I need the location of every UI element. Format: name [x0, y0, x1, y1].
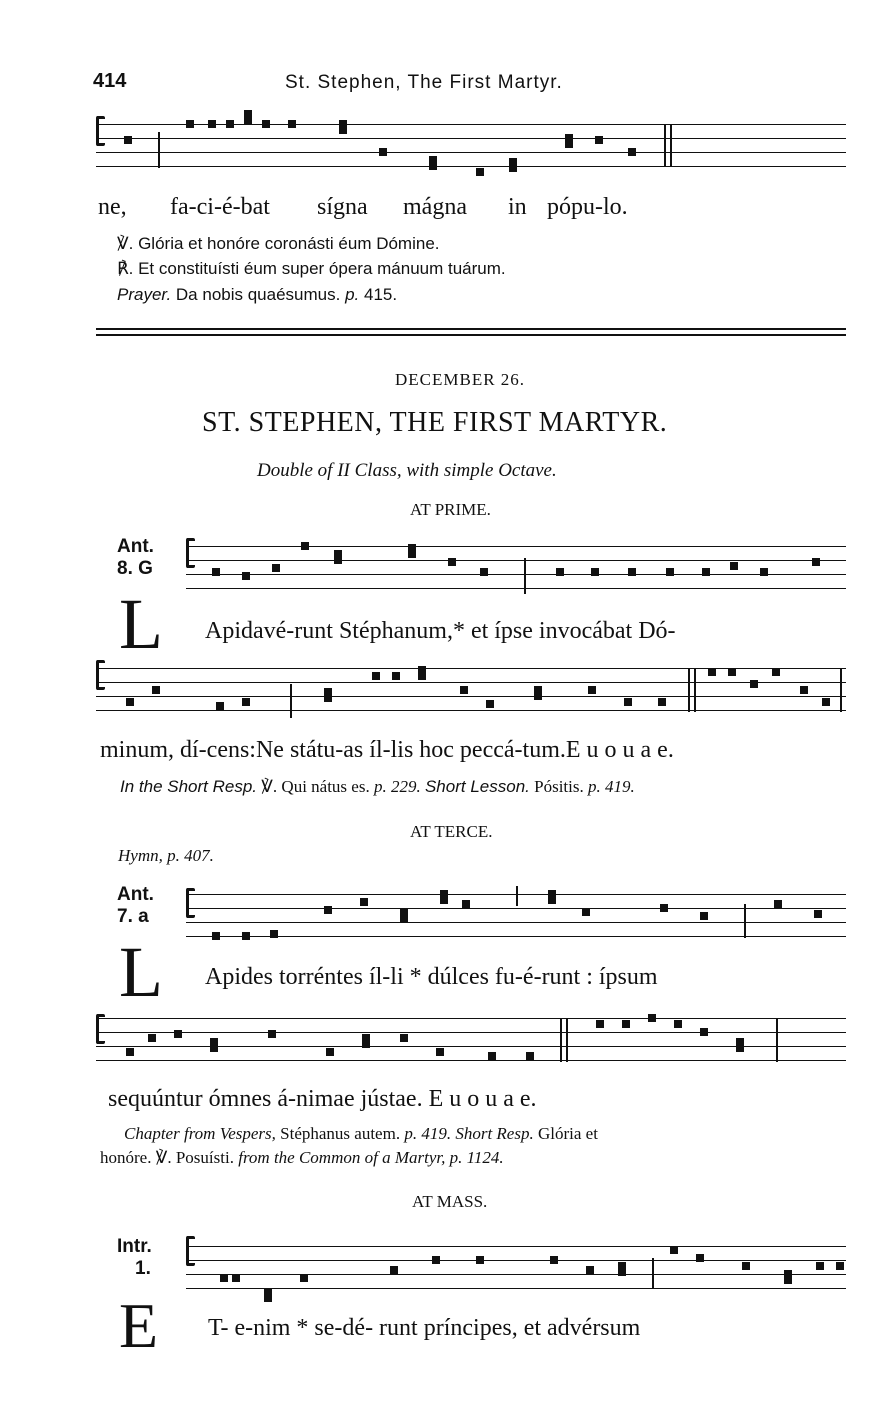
prime-initial: L [119, 584, 163, 664]
prayer-text: Da nobis quaésumus. [175, 285, 341, 304]
top-lyric-5: in [508, 194, 527, 220]
prime-heading: AT PRIME. [410, 500, 491, 519]
terce-versicle: ℣. Posuísti. [155, 1148, 234, 1167]
terce-chapter [124, 1124, 598, 1144]
feast-date: DECEMBER 26. [395, 370, 526, 389]
top-lyric-6: pópu-lo. [547, 194, 628, 220]
page-number: 414 [93, 70, 127, 92]
terce-staff-1 [186, 880, 846, 950]
prime-note [120, 777, 635, 797]
terce-line-1: Apides torréntes íl-li * dúlces fu-é-runt : ípsum [205, 964, 658, 990]
feast-rank: Double of II Class, with simple Octave. [257, 460, 557, 481]
mass-intr-label: Intr. [117, 1236, 152, 1257]
prayer-line [117, 285, 397, 305]
mass-mode: 1. [135, 1258, 151, 1279]
prime-note-label: In the Short Resp. [120, 777, 258, 796]
terce-initial: L [119, 932, 163, 1012]
response: ℟. Et constituísti éum super ópera mánuum tuárum. [117, 259, 506, 278]
prime-ant-label: Ant. [117, 536, 154, 557]
top-lyric-4: mágna [403, 194, 467, 220]
terce-common-ref: p. 1124. [449, 1148, 504, 1167]
prime-lesson-text: Pósitis. [534, 777, 584, 796]
terce-heading: AT TERCE. [410, 822, 493, 841]
feast-title: ST. STEPHEN, THE FIRST MARTYR. [202, 407, 668, 438]
terce-ant-label: Ant. [117, 884, 154, 905]
prime-staff-2 [96, 660, 846, 724]
versicle: ℣. Glória et honóre coronásti éum Dómine. [117, 234, 440, 253]
prime-note-text: ℣. Qui nátus es. [261, 777, 370, 796]
prime-line-1: Apidavé-runt Stéphanum,* et ípse invocábat Dó- [205, 618, 676, 644]
prime-lesson-ref: p. 419. [587, 777, 635, 796]
terce-hymn-label: Hymn, [118, 846, 163, 865]
terce-staff-2 [96, 1010, 846, 1074]
terce-common-label: from the Common of a Martyr, [238, 1148, 446, 1167]
prime-mode: 8. G [117, 558, 153, 579]
terce-chapter-label: Chapter from Vespers, [124, 1124, 276, 1143]
prime-staff-1 [186, 538, 846, 600]
mass-initial: E [119, 1290, 159, 1361]
terce-short-resp-text: Glória et [537, 1124, 598, 1143]
prayer-label: Prayer. [117, 285, 172, 304]
terce-hymn [118, 846, 214, 866]
terce-hymn-ref: p. 407. [167, 846, 214, 865]
prayer-ref-page: 415. [364, 285, 398, 304]
top-lyric-3: sígna [317, 194, 368, 220]
prime-lesson-label: Short Lesson. [424, 777, 530, 796]
terce-chapter-ref: p. 419. [404, 1124, 452, 1143]
terce-line3-start: honóre. [100, 1148, 152, 1167]
terce-mode: 7. a [117, 906, 149, 927]
mass-staff-1 [186, 1232, 846, 1302]
terce-line-2: sequúntur ómnes á-nimae jústae. E u o u a e. [108, 1086, 537, 1112]
top-lyric-2: fa-ci-é-bat [170, 194, 270, 220]
terce-continuation [100, 1148, 504, 1168]
top-lyric-1: ne, [98, 194, 127, 220]
divider-rule-1 [96, 328, 846, 330]
prime-note-ref: p. 229. [373, 777, 421, 796]
running-title: St. Stephen, The First Martyr. [285, 72, 563, 93]
top-staff [96, 110, 846, 180]
divider-rule-2 [96, 334, 846, 336]
terce-chapter-text: Stéphanus autem. [280, 1124, 401, 1143]
mass-line-1: T- e-nim * se-dé- runt príncipes, et advérsum [208, 1315, 641, 1341]
terce-short-resp-label: Short Resp. [455, 1124, 534, 1143]
prayer-ref-label: p. [345, 285, 360, 304]
mass-heading: AT MASS. [412, 1192, 488, 1211]
prime-line-2: minum, dí-cens:Ne státu-as íl-lis hoc peccá-tum.E u o u a e. [100, 737, 674, 763]
